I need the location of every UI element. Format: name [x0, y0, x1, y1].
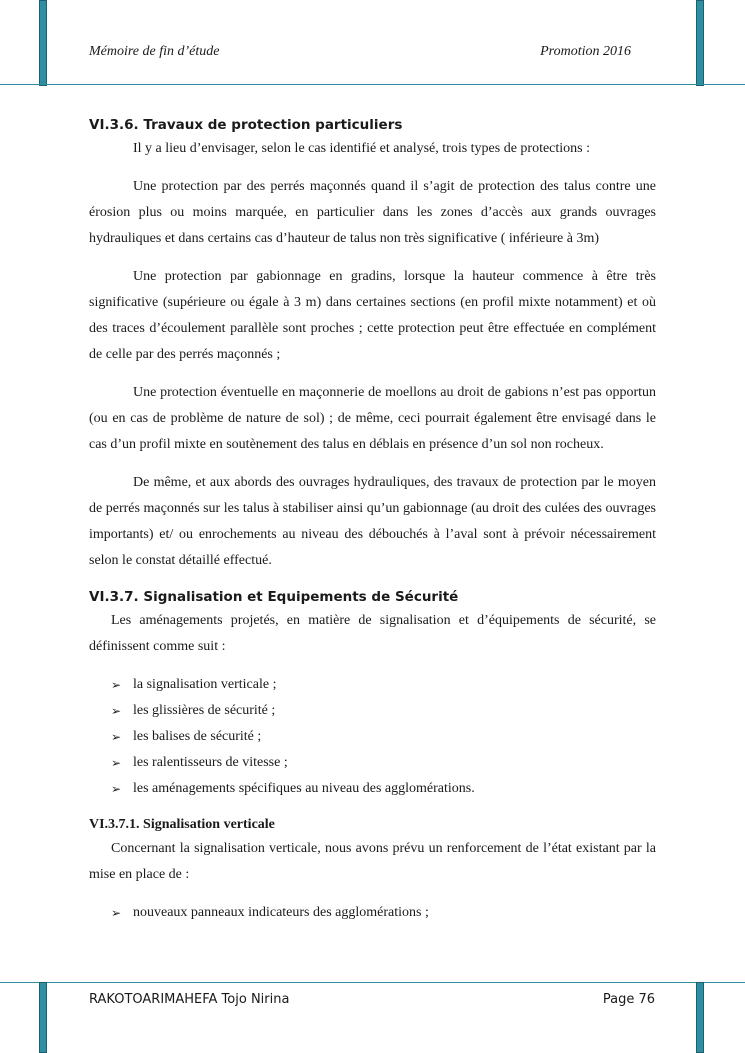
list-item-text: les ralentisseurs de vitesse ; — [133, 755, 288, 770]
list-item-text: la signalisation verticale ; — [133, 677, 277, 692]
arrow-bullet-icon: ➢ — [111, 704, 122, 718]
section-637-intro: Les aménagements projetés, en matière de signalisation et d’équipements de sécurité, se définissent comme suit : — [89, 613, 656, 654]
signage-list — [89, 900, 656, 926]
arrow-bullet-icon: ➢ — [111, 906, 122, 920]
list-item — [89, 750, 656, 776]
paragraph: Une protection par des perrés maçonnés quand il s’agit de protection des talus contre une érosion plus ou moins marquée, en particulier dans les zones d’accès aux grands ouvrages hydrauliques et dans certains cas d’hauteur de talus non très significative ( inférieure à 3m) — [89, 179, 656, 246]
header-promotion: Promotion 2016 — [540, 44, 631, 59]
section-636-intro: Il y a lieu d’envisager, selon le cas identifié et analysé, trois types de protections : — [133, 141, 591, 156]
arrow-bullet-icon: ➢ — [111, 782, 122, 796]
arrow-bullet-icon: ➢ — [111, 730, 122, 744]
footer-left-bar — [39, 982, 47, 1053]
page-body — [89, 114, 656, 926]
list-item — [89, 672, 656, 698]
header-right-bar — [696, 0, 704, 86]
list-item — [89, 776, 656, 802]
footer-rule — [0, 982, 745, 983]
paragraph: Une protection éventuelle en maçonnerie de moellons au droit de gabions n’est pas opportun (ou en cas de problème de nature de sol) ; de même, ceci pourrait également être envisagé dans le cas d’un profil mixte en soutènement des talus en déblais en présence d’un sol non rocheux. — [89, 385, 656, 452]
list-item — [89, 724, 656, 750]
footer-right-bar — [696, 982, 704, 1053]
header-title: Mémoire de fin d’étude — [89, 44, 220, 59]
section-637-heading: VI.3.7. Signalisation et Equipements de Sécurité — [89, 589, 459, 605]
paragraph: De même, et aux abords des ouvrages hydrauliques, des travaux de protection par le moyen de perrés maçonnés sur les talus à stabiliser ainsi qu’un gabionnage (au droit des culées des ouvrages importants) et/ ou enrochements au niveau des débouchés à l’aval sont à prévoir nécessairement selon le constat détaillé effectué. — [89, 475, 656, 568]
list-item-text: les glissières de sécurité ; — [133, 703, 276, 718]
arrow-bullet-icon: ➢ — [111, 756, 122, 770]
list-item — [89, 900, 656, 926]
footer-author: RAKOTOARIMAHEFA Tojo Nirina — [89, 992, 290, 1007]
section-6371-intro: Concernant la signalisation verticale, nous avons prévu un renforcement de l’état existant par la mise en place de : — [89, 841, 656, 882]
safety-list — [89, 672, 656, 802]
header-rule — [0, 84, 745, 85]
list-item-text: les balises de sécurité ; — [133, 729, 262, 744]
header-left-bar — [39, 0, 47, 86]
arrow-bullet-icon: ➢ — [111, 678, 122, 692]
paragraph: Une protection par gabionnage en gradins, lorsque la hauteur commence à être très significative (supérieure ou égale à 3 m) dans certaines sections (en profil mixte notamment) et où des traces d’écoulement parallèle sont proches ; cette protection peut être effectuée en complément de celle par des perrés maçonnés ; — [89, 269, 656, 362]
list-item-text: les aménagements spécifiques au niveau des agglomérations. — [133, 781, 475, 796]
list-item-text: nouveaux panneaux indicateurs des agglomérations ; — [133, 905, 429, 920]
list-item — [89, 698, 656, 724]
page-number: Page 76 — [602, 992, 655, 1007]
section-636-heading: VI.3.6. Travaux de protection particuliers — [89, 117, 403, 133]
section-6371-heading: VI.3.7.1. Signalisation verticale — [89, 817, 275, 832]
